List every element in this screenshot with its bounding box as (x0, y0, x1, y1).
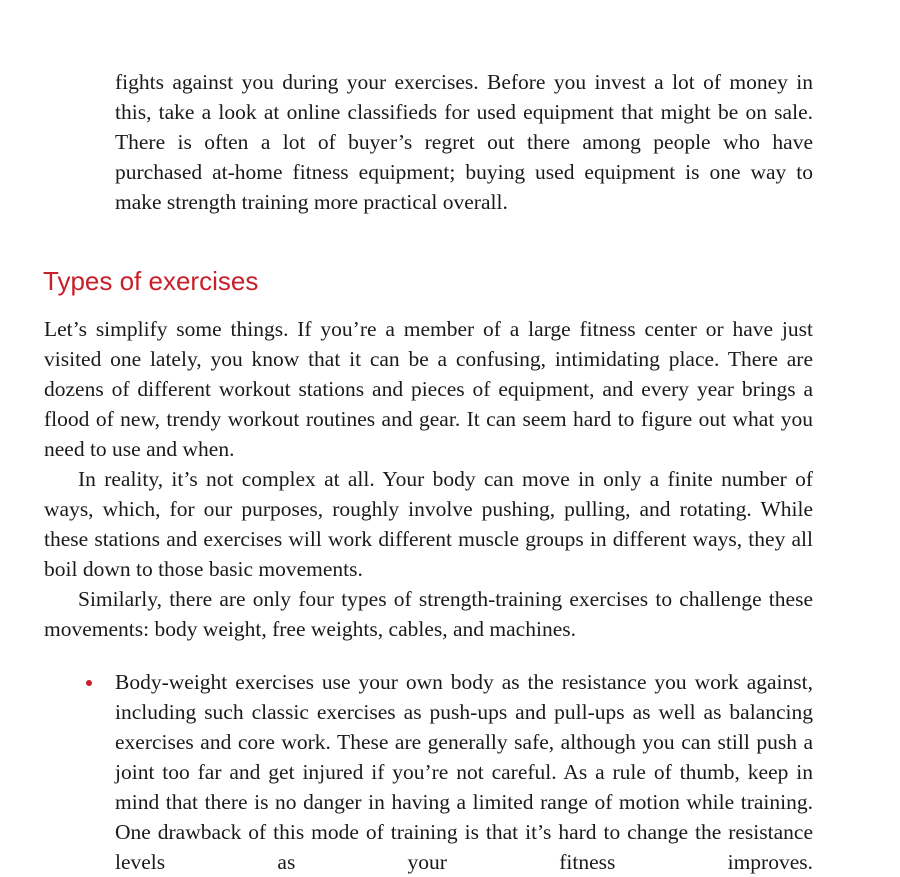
bullet-text: Body-weight exercises use your own body as the resistance you work against, including such classic exercises as push-ups and pull-ups as well as balancing exercises and core work. These are generally safe, although you can still push a joint too far and get injured if you’re not careful. As a rule of thumb, keep in mind that there is no danger in having a limited range of motion while training. One drawback of this mode of training is that it’s hard to change the resistance levels as your fitness improves. (115, 670, 813, 874)
list-item (44, 667, 813, 877)
section-heading: Types of exercises (43, 266, 259, 296)
body-paragraph-3: Similarly, there are only four types of strength-training exercises to challenge these movements: body weight, free weights, cables, and machines. (44, 587, 813, 641)
bullet-icon (86, 680, 92, 686)
intro-paragraph: fights against you during your exercises. Before you invest a lot of money in this, take a look at online classifieds for used equipment that might be on sale. There is often a lot of buyer’s regret out there among people who have purchased at-home fitness equipment; buying used equipment is one way to make strength training more practical overall. (115, 70, 813, 214)
body-paragraph-1: Let’s simplify some things. If you’re a member of a large fitness center or have just visited one lately, you know that it can be a confusing, intimidating place. There are dozens of different workout stations and pieces of equipment, and every year brings a flood of new, trendy workout routines and gear. It can seem hard to figure out what you need to use and when. (44, 317, 813, 461)
section-body (44, 314, 813, 644)
body-paragraph-2: In reality, it’s not complex at all. Your body can move in only a finite number of ways, which, for our purposes, roughly involve pushing, pulling, and rotating. While these stations and exercises will work different muscle groups in different ways, they all boil down to those basic movements. (44, 467, 813, 581)
exercise-types-list (44, 667, 813, 877)
